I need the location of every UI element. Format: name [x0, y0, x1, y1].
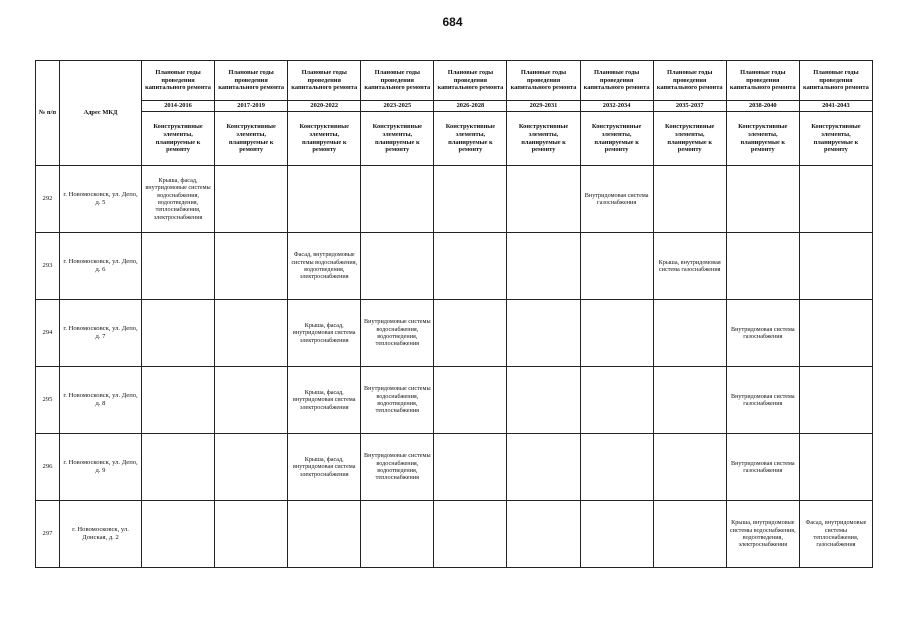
- row-number: 297: [36, 501, 60, 568]
- elements-header: Конструктивные элементы, планируемые к ремонту: [580, 112, 653, 166]
- repair-elements-cell: [361, 166, 434, 233]
- repair-elements-cell: [361, 501, 434, 568]
- row-address: г. Новомосковск, ул. Депо, д. 6: [60, 233, 142, 300]
- period-header: 2020-2022: [288, 101, 361, 112]
- row-address: г. Новомосковск, ул. Депо, д. 5: [60, 166, 142, 233]
- repair-elements-cell: [580, 434, 653, 501]
- repair-elements-cell: [434, 434, 507, 501]
- period-header: 2038-2040: [726, 101, 799, 112]
- repair-elements-cell: [653, 434, 726, 501]
- repair-elements-cell: [507, 434, 580, 501]
- elements-header: Конструктивные элементы, планируемые к ремонту: [142, 112, 215, 166]
- plan-years-header: Плановые годы проведения капитального ремонта: [142, 61, 215, 101]
- row-number: 294: [36, 300, 60, 367]
- period-header: 2017-2019: [215, 101, 288, 112]
- repair-elements-cell: Крыша, фасад, внутридомовая система электроснабжения: [288, 434, 361, 501]
- plan-years-header: Плановые годы проведения капитального ремонта: [361, 61, 434, 101]
- repair-elements-cell: [653, 166, 726, 233]
- period-header: 2014-2016: [142, 101, 215, 112]
- elements-header: Конструктивные элементы, планируемые к ремонту: [215, 112, 288, 166]
- row-number: 292: [36, 166, 60, 233]
- repair-elements-cell: [799, 300, 872, 367]
- repair-elements-cell: [215, 434, 288, 501]
- plan-years-header: Плановые годы проведения капитального ремонта: [653, 61, 726, 101]
- repair-elements-cell: Внутридомовые системы водоснабжения, водоотведения, теплоснабжения: [361, 434, 434, 501]
- repair-elements-cell: Фасад, внутридомовые системы теплоснабжения, газоснабжения: [799, 501, 872, 568]
- elements-header: Конструктивные элементы, планируемые к ремонту: [799, 112, 872, 166]
- repair-elements-cell: Внутридомовая система газоснабжения: [726, 434, 799, 501]
- column-header-address: Адрес МКД: [60, 61, 142, 166]
- table-body: [36, 166, 873, 568]
- period-header: 2032-2034: [580, 101, 653, 112]
- elements-header-row: [36, 112, 873, 166]
- row-number: 293: [36, 233, 60, 300]
- repair-elements-cell: [726, 233, 799, 300]
- period-header: 2029-2031: [507, 101, 580, 112]
- plan-years-header: Плановые годы проведения капитального ремонта: [288, 61, 361, 101]
- repair-elements-cell: [142, 434, 215, 501]
- repair-elements-cell: [142, 233, 215, 300]
- repair-elements-cell: [799, 233, 872, 300]
- repair-elements-cell: [288, 501, 361, 568]
- table-row: [36, 434, 873, 501]
- repair-elements-cell: Внутридомовая система газоснабжения: [580, 166, 653, 233]
- repair-elements-cell: Крыша, фасад, внутридомовые системы водоснабжения, водоотведения, теплоснабжения, электроснабжения: [142, 166, 215, 233]
- row-address: г. Новомосковск, ул. Депо, д. 8: [60, 367, 142, 434]
- repair-elements-cell: [507, 300, 580, 367]
- repair-elements-cell: [507, 233, 580, 300]
- plan-years-header: Плановые годы проведения капитального ремонта: [507, 61, 580, 101]
- table-row: [36, 501, 873, 568]
- period-header: 2035-2037: [653, 101, 726, 112]
- repair-elements-cell: [215, 233, 288, 300]
- repair-elements-cell: [434, 233, 507, 300]
- elements-header: Конструктивные элементы, планируемые к ремонту: [507, 112, 580, 166]
- row-address: г. Новомосковск, ул. Депо, д. 7: [60, 300, 142, 367]
- table-row: [36, 166, 873, 233]
- page-number: 684: [442, 15, 463, 29]
- period-header: 2041-2043: [799, 101, 872, 112]
- plan-header-row: [36, 61, 873, 101]
- elements-header: Конструктивные элементы, планируемые к ремонту: [653, 112, 726, 166]
- repair-elements-cell: [215, 166, 288, 233]
- repair-elements-cell: [726, 166, 799, 233]
- repair-elements-cell: [580, 300, 653, 367]
- row-address: г. Новомосковск, ул. Депо, д. 9: [60, 434, 142, 501]
- repair-elements-cell: [653, 501, 726, 568]
- row-address: г. Новомосковск, ул. Донская, д. 2: [60, 501, 142, 568]
- period-header: 2026-2028: [434, 101, 507, 112]
- column-header-number: № п/п: [36, 61, 60, 166]
- elements-header: Конструктивные элементы, планируемые к ремонту: [361, 112, 434, 166]
- repair-elements-cell: [434, 367, 507, 434]
- repair-elements-cell: [507, 501, 580, 568]
- repair-elements-cell: [580, 233, 653, 300]
- plan-years-header: Плановые годы проведения капитального ремонта: [434, 61, 507, 101]
- repair-elements-cell: Крыша, фасад, внутридомовая система электроснабжения: [288, 367, 361, 434]
- repair-elements-cell: [215, 501, 288, 568]
- repair-elements-cell: [434, 166, 507, 233]
- elements-header: Конструктивные элементы, планируемые к ремонту: [288, 112, 361, 166]
- capital-repair-table: [35, 60, 873, 568]
- repair-elements-cell: [142, 367, 215, 434]
- table-row: [36, 300, 873, 367]
- plan-years-header: Плановые годы проведения капитального ремонта: [726, 61, 799, 101]
- plan-years-header: Плановые годы проведения капитального ремонта: [799, 61, 872, 101]
- repair-elements-cell: [434, 300, 507, 367]
- repair-elements-cell: Фасад, внутридомовые системы водоснабжения, водоотведения, электроснабжения: [288, 233, 361, 300]
- table-row: [36, 367, 873, 434]
- period-header-row: [36, 101, 873, 112]
- row-number: 295: [36, 367, 60, 434]
- repair-elements-cell: [215, 300, 288, 367]
- repair-elements-cell: [580, 367, 653, 434]
- repair-elements-cell: Крыша, внутридомовая система газоснабжения: [653, 233, 726, 300]
- repair-elements-cell: Внутридомовая система газоснабжения: [726, 367, 799, 434]
- repair-elements-cell: [215, 367, 288, 434]
- repair-elements-cell: [799, 367, 872, 434]
- repair-elements-cell: Внутридомовые системы водоснабжения, водоотведения, теплоснабжения: [361, 367, 434, 434]
- repair-elements-cell: Крыша, фасад, внутридомовая система электроснабжения: [288, 300, 361, 367]
- repair-elements-cell: [142, 501, 215, 568]
- elements-header: Конструктивные элементы, планируемые к ремонту: [434, 112, 507, 166]
- repair-elements-cell: [799, 434, 872, 501]
- repair-elements-cell: [580, 501, 653, 568]
- table-row: [36, 233, 873, 300]
- repair-elements-cell: [434, 501, 507, 568]
- repair-elements-cell: [361, 233, 434, 300]
- repair-elements-cell: [507, 166, 580, 233]
- repair-elements-cell: [142, 300, 215, 367]
- period-header: 2023-2025: [361, 101, 434, 112]
- repair-elements-cell: Внутридомовые системы водоснабжения, водоотведения, теплоснабжения: [361, 300, 434, 367]
- plan-years-header: Плановые годы проведения капитального ремонта: [580, 61, 653, 101]
- repair-elements-cell: Крыша, внутридомовые системы водоснабжения, водоотведения, электроснабжения: [726, 501, 799, 568]
- repair-elements-cell: [653, 367, 726, 434]
- repair-elements-cell: [288, 166, 361, 233]
- repair-elements-cell: [653, 300, 726, 367]
- repair-elements-cell: [507, 367, 580, 434]
- elements-header: Конструктивные элементы, планируемые к ремонту: [726, 112, 799, 166]
- row-number: 296: [36, 434, 60, 501]
- repair-elements-cell: Внутридомовая система газоснабжения: [726, 300, 799, 367]
- plan-years-header: Плановые годы проведения капитального ремонта: [215, 61, 288, 101]
- repair-elements-cell: [799, 166, 872, 233]
